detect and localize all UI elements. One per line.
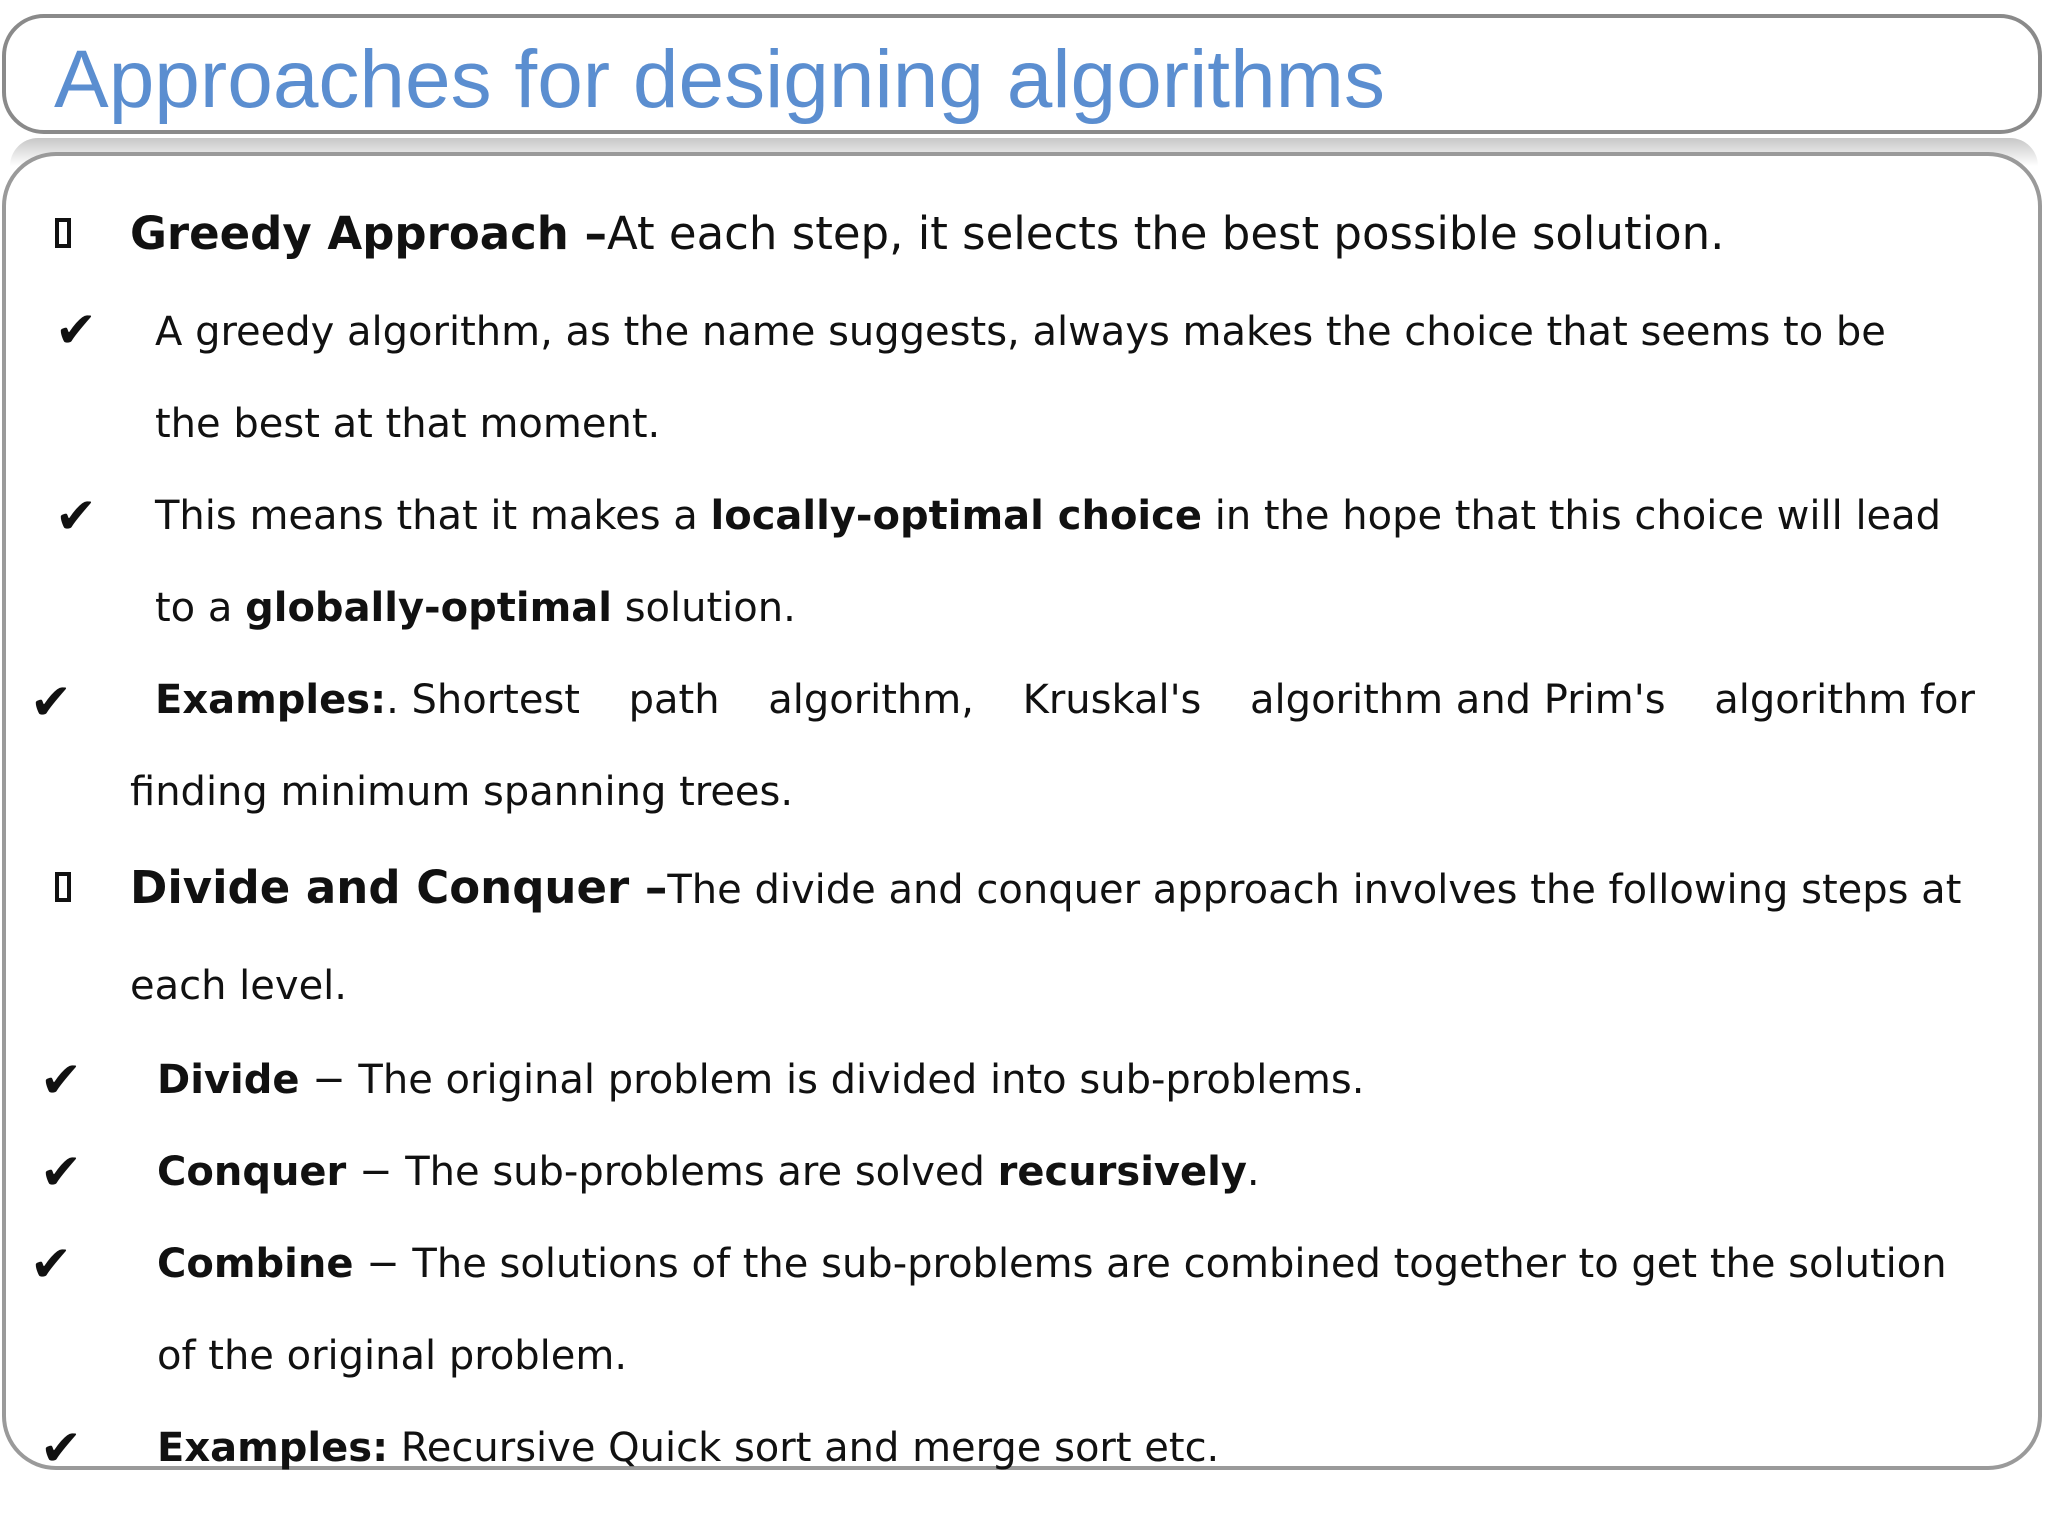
page-title: Approaches for designing algorithms <box>54 34 1385 125</box>
divide-heading-line2: each level. <box>130 963 348 1009</box>
greedy-examples-line1 <box>155 670 1975 730</box>
greedy-point2-post: in the hope that this choice will lead <box>1201 493 1942 539</box>
greedy-examples-word: algorithm and Prim's <box>1250 677 1666 723</box>
conquer-step-line <box>157 1142 1260 1202</box>
greedy-heading: Greedy Approach – <box>130 207 607 260</box>
square-bullet-icon <box>55 872 71 902</box>
greedy-examples-word: Kruskal's <box>1022 677 1202 723</box>
check-icon: ✔ <box>40 1143 82 1201</box>
conquer-step-label: Conquer <box>157 1149 347 1195</box>
greedy-point2-pre: This means that it makes a <box>155 493 711 539</box>
check-icon: ✔ <box>55 487 97 545</box>
greedy-point2-line1 <box>155 486 1941 546</box>
greedy-examples-start <box>155 670 580 730</box>
conquer-step-bold: recursively <box>997 1149 1247 1195</box>
combine-step-line <box>157 1234 1947 1294</box>
divide-examples-text: Recursive Quick sort and merge sort etc. <box>388 1425 1220 1471</box>
greedy-point2-line2-pre: to a <box>155 585 246 631</box>
greedy-examples-word: algorithm for <box>1714 677 1975 723</box>
combine-step-text: − The solutions of the sub-problems are combined together to get the solution <box>353 1241 1947 1287</box>
greedy-heading-rest: At each step, it selects the best possible solution. <box>606 207 1725 260</box>
divide-heading-rest: The divide and conquer approach involves the following steps at <box>667 867 1962 913</box>
greedy-examples-word: . Shortest <box>386 677 580 723</box>
greedy-examples-line2: finding minimum spanning trees. <box>130 769 794 815</box>
combine-step-line2: of the original problem. <box>157 1333 628 1379</box>
greedy-point2-line2-bold: globally-optimal <box>245 585 612 631</box>
greedy-examples-word: path <box>628 677 720 723</box>
greedy-point1-line2: the best at that moment. <box>155 401 661 447</box>
check-icon: ✔ <box>30 673 72 731</box>
square-bullet-icon <box>55 218 71 248</box>
divide-examples-line <box>157 1418 1219 1478</box>
check-icon: ✔ <box>40 1419 82 1477</box>
check-icon: ✔ <box>40 1051 82 1109</box>
check-icon: ✔ <box>30 1235 72 1293</box>
greedy-point2-line2 <box>155 578 796 638</box>
check-icon: ✔ <box>55 301 97 359</box>
divide-heading-line <box>130 858 1961 920</box>
conquer-step-text: − The sub-problems are solved <box>346 1149 998 1195</box>
greedy-point2-line2-post: solution. <box>611 585 796 631</box>
divide-step-text: − The original problem is divided into sub-problems. <box>299 1057 1365 1103</box>
greedy-point2-bold: locally-optimal choice <box>710 493 1202 539</box>
conquer-step-end: . <box>1246 1149 1260 1195</box>
divide-examples-label: Examples: <box>157 1425 389 1471</box>
greedy-point1-line1: A greedy algorithm, as the name suggests, always makes the choice that seems to be <box>155 309 1886 355</box>
divide-heading: Divide and Conquer – <box>130 861 668 914</box>
greedy-examples-label: Examples: <box>155 677 387 723</box>
combine-step-label: Combine <box>157 1241 354 1287</box>
divide-step-line <box>157 1050 1364 1110</box>
greedy-heading-line <box>130 204 1724 264</box>
greedy-examples-word: algorithm, <box>768 677 974 723</box>
divide-step-label: Divide <box>157 1057 300 1103</box>
